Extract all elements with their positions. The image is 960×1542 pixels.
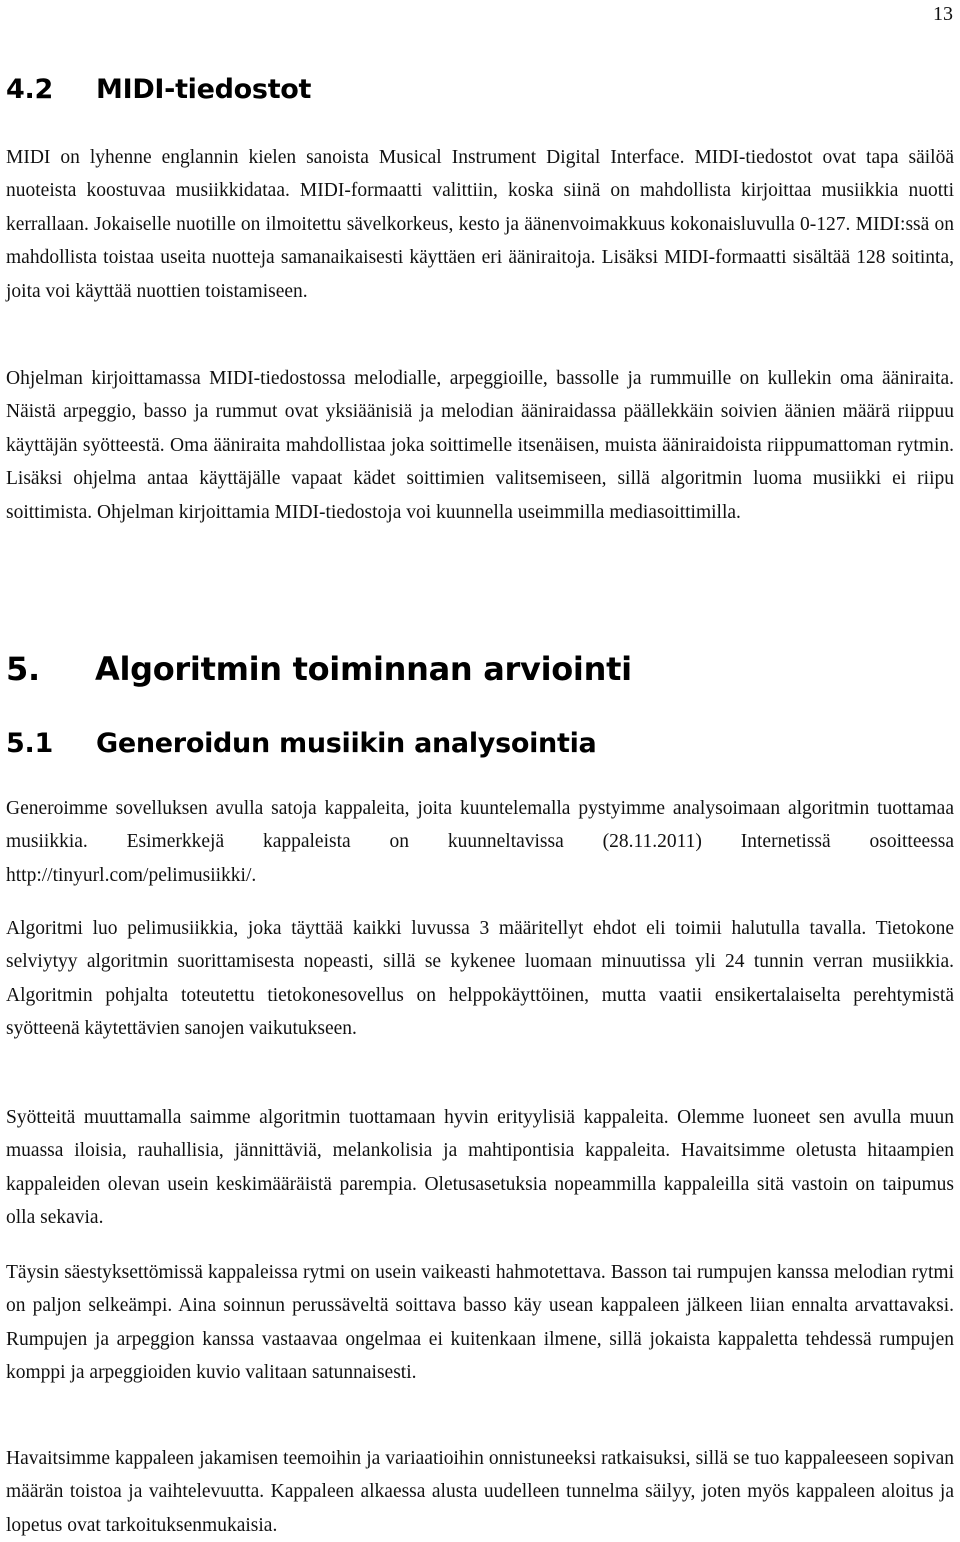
chapter-title: Algoritmin toiminnan arviointi bbox=[95, 650, 632, 688]
paragraph-inputs-styles: Syötteitä muuttamalla saimme algoritmin tuottamaan hyvin erityylisiä kappaleita. Olemme luoneet sen avulla muun muassa iloisia, rauhallisia, jännittäviä, melankolisia ja mahtipontisia kappaleita. Havaitsimme oletusta hitaampien kappaleiden olevan usein keskimääräistä parempia. Oletusasetuksia nopeammilla kappaleilla sitä vastoin on taipumus olla sekavia. bbox=[6, 1107, 954, 1229]
section-title: MIDI-tiedostot bbox=[96, 74, 312, 105]
paragraph-midi-tracks: Ohjelman kirjoittamassa MIDI-tiedostossa melodialle, arpeggioille, bassolle ja rummuille on kullekin oma ääniraita. Näistä arpeggio, basso ja rummut ovat yksiäänisiä ja melodian ääniraidassa päällekkäin soivien äänien määrä riippuu käyttäjän syötteestä. Oma ääniraita mahdollistaa joka soittimelle itsenäisen, muista ääniraidoista riippumattoman rytmin. Lisäksi ohjelma antaa käyttäjälle vapaat kädet soittimien valitsemiseen, sillä algoritmin luoma musiikki ei riipu soittimista. Ohjelman kirjoittamia MIDI-tiedostoja voi kuunnella useimmilla mediasoittimilla. bbox=[6, 368, 954, 523]
section-number: 5.1 bbox=[6, 728, 53, 759]
chapter-heading-5 bbox=[6, 650, 632, 688]
paragraph-rhythm: Täysin säestyksettömissä kappaleissa rytmi on usein vaikeasti hahmotettava. Basson tai rumpujen kanssa melodian rytmi on paljon selkeämpi. Aina soinnun perussäveltä soittava basso käy usean kappaleen jälkeen liian ennalta arvattavaksi. Rumpujen ja arpeggion kanssa vastaavaa ongelmaa ei kuitenkaan ilmene, sillä jokaista kappaletta tehdessä rumpujen komppi ja arpeggioiden kuvio valitaan satunnaisesti. bbox=[6, 1262, 954, 1384]
page-number: 13 bbox=[933, 3, 953, 25]
section-heading-4-2 bbox=[6, 74, 311, 105]
section-heading-5-1 bbox=[6, 728, 596, 759]
paragraph-generated-songs: Generoimme sovelluksen avulla satoja kappaleita, joita kuuntelemalla pystyimme analysoimaan algoritmin tuottamaa musiikkia. Esimerkkejä kappaleista on kuunneltavissa (28.11.2011) Internetissä osoitteessa http://tinyurl.com/pelimusiikki/. bbox=[6, 798, 954, 886]
paragraph-midi-intro: MIDI on lyhenne englannin kielen sanoista Musical Instrument Digital Interface. MIDI-tiedostot ovat tapa säilöä nuoteista koostuvaa musiikkidataa. MIDI-formaatti valittiin, koska siinä on mahdollista kirjoittaa musiikkia nuotti kerrallaan. Jokaiselle nuotille on ilmoitettu sävelkorkeus, kesto ja äänenvoimakkuus kokonaisluvulla 0-127. MIDI:ssä on mahdollista toistaa useita nuotteja samanaikaisesti käyttäen eri ääniraitoja. Lisäksi MIDI-formaatti sisältää 128 soitinta, joita voi käyttää nuottien toistamiseen. bbox=[6, 147, 954, 302]
chapter-number: 5. bbox=[6, 650, 40, 688]
section-number: 4.2 bbox=[6, 74, 53, 105]
section-title: Generoidun musiikin analysointia bbox=[96, 728, 597, 759]
paragraph-themes-variations: Havaitsimme kappaleen jakamisen teemoihin ja variaatioihin onnistuneeksi ratkaisuksi, sillä se tuo kappaleeseen sopivan määrän toistoa ja vaihtelevuutta. Kappaleen alkaessa alusta uudelleen tunnelma säilyy, joten myös kappaleen aloitus ja lopetus ovat tarkoituksenmukaisia. bbox=[6, 1448, 954, 1536]
paragraph-algorithm-requirements: Algoritmi luo pelimusiikkia, joka täyttää kaikki luvussa 3 määritellyt ehdot eli toimii halutulla tavalla. Tietokone selviytyy algoritmin suorittamisesta nopeasti, sillä se kykenee luomaan minuutissa yli 24 tunnin verran musiikkia. Algoritmin pohjalta toteutettu tietokonesovellus on helppokäyttöinen, mutta vaatii ensikertalaiselta perehtymistä syötteenä käytettävien sanojen vaikutukseen. bbox=[6, 918, 954, 1040]
